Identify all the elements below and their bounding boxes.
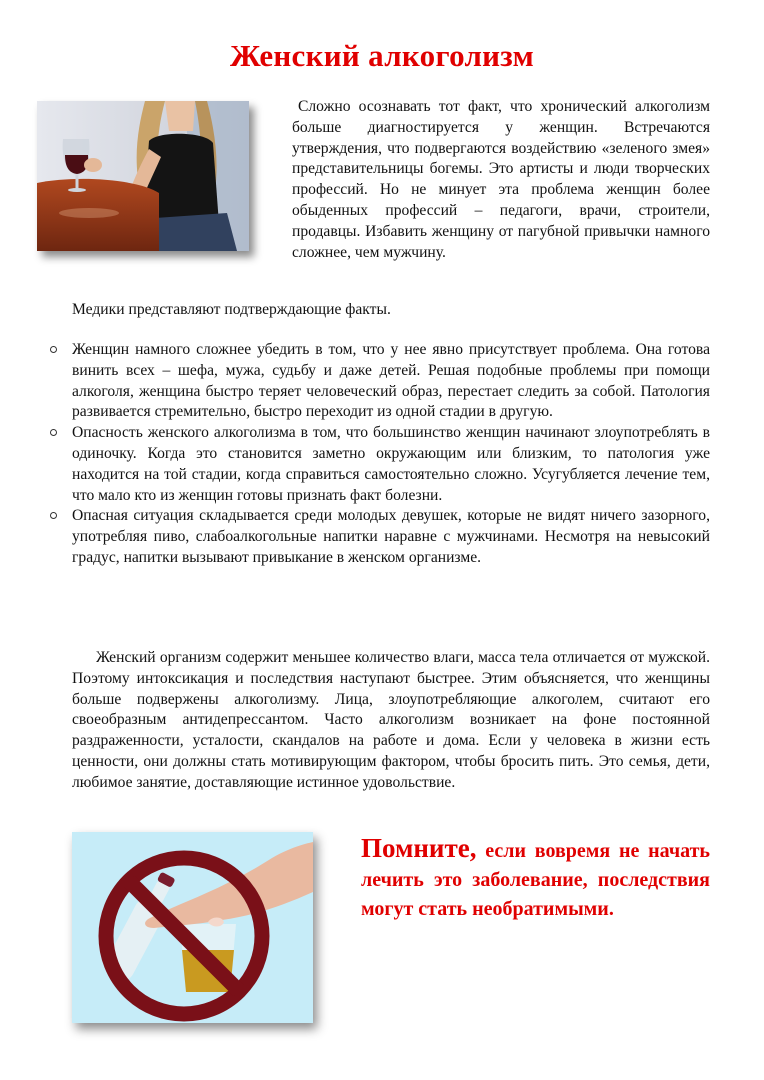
no-alcohol-illustration xyxy=(72,832,313,1023)
list-item xyxy=(72,506,710,568)
medics-line: Медики представляют подтверждающие факты. xyxy=(72,301,391,318)
circle-bullet-icon xyxy=(50,512,57,519)
circle-bullet-icon xyxy=(50,346,57,353)
reminder-body: если вовремя не начать лечить это заболевание, последствия могут стать необратимыми. xyxy=(361,840,710,920)
list-item xyxy=(72,340,710,423)
fact-text: Опасная ситуация складывается среди молодых девушек, которые не видят ничего зазорного, употребляя пиво, слабоалкогольные напитки наравне с мужчинами. Несмотря на невысокий градус, напитки вызывают привыкание в женском организме. xyxy=(72,507,710,566)
body-paragraph: Женский организм содержит меньшее количество влаги, масса тела отличается от мужской. Поэтому интоксикация и последствия наступают быстрее. Этим объясняется, что женщины больше подвержены алкоголизму. Лица, злоупотребляющие алкоголем, считают его своеобразным антидепрессантом. Часто алкоголизм возникает на фоне постоянной раздраженности, усталости, скандалов на работе и дома. Если у человека в жизни есть ценности, они должны стать мотивирующим фактором, чтобы бросить пить. Это семья, дети, любимое занятие, доставляющие истинное удовольствие. xyxy=(72,649,710,791)
circle-bullet-icon xyxy=(50,429,57,436)
woman-with-wine-illustration xyxy=(37,101,249,251)
woman-with-wine-photo xyxy=(37,101,249,251)
reminder-text xyxy=(361,834,710,924)
page-title: Женский алкоголизм xyxy=(229,38,535,73)
facts-list xyxy=(72,340,710,569)
list-item xyxy=(72,423,710,506)
fact-text: Опасность женского алкоголизма в том, что большинство женщин начинают злоупотреблять в одиночку. Когда это становится заметно окружающим или близким, то патология уже находится на той стадии, когда справиться самостоятельно сложно. Усугубляется лечение тем, что мало кто из женщин готовы признать факт болезни. xyxy=(72,424,710,504)
fact-text: Женщин намного сложнее убедить в том, что у нее явно присутствует проблема. Она готова винить всех – шефа, мужа, судьбу и даже детей. Решая подобные проблемы при помощи алкоголя, женщина быстро теряет человеческий образ, перестает следить за собой. Патология развивается стремительно, быстро переходит из одной стадии в другую. xyxy=(72,341,710,421)
reminder-lead: Помните, xyxy=(361,833,477,863)
intro-paragraph: Сложно осознавать тот факт, что хронический алкоголизм больше диагностируется у женщин. Встречаются утверждения, что подвергаются воздействию «зеленого змея» представительницы богемы. Это артисты и люди творческих профессий. Но не минует эта проблема женщин более обыденных профессий – педагоги, врачи, строители, продавцы. Избавить женщину от пагубной привычки намного сложнее, чем мужчину. xyxy=(292,98,710,261)
no-alcohol-photo xyxy=(72,832,313,1023)
